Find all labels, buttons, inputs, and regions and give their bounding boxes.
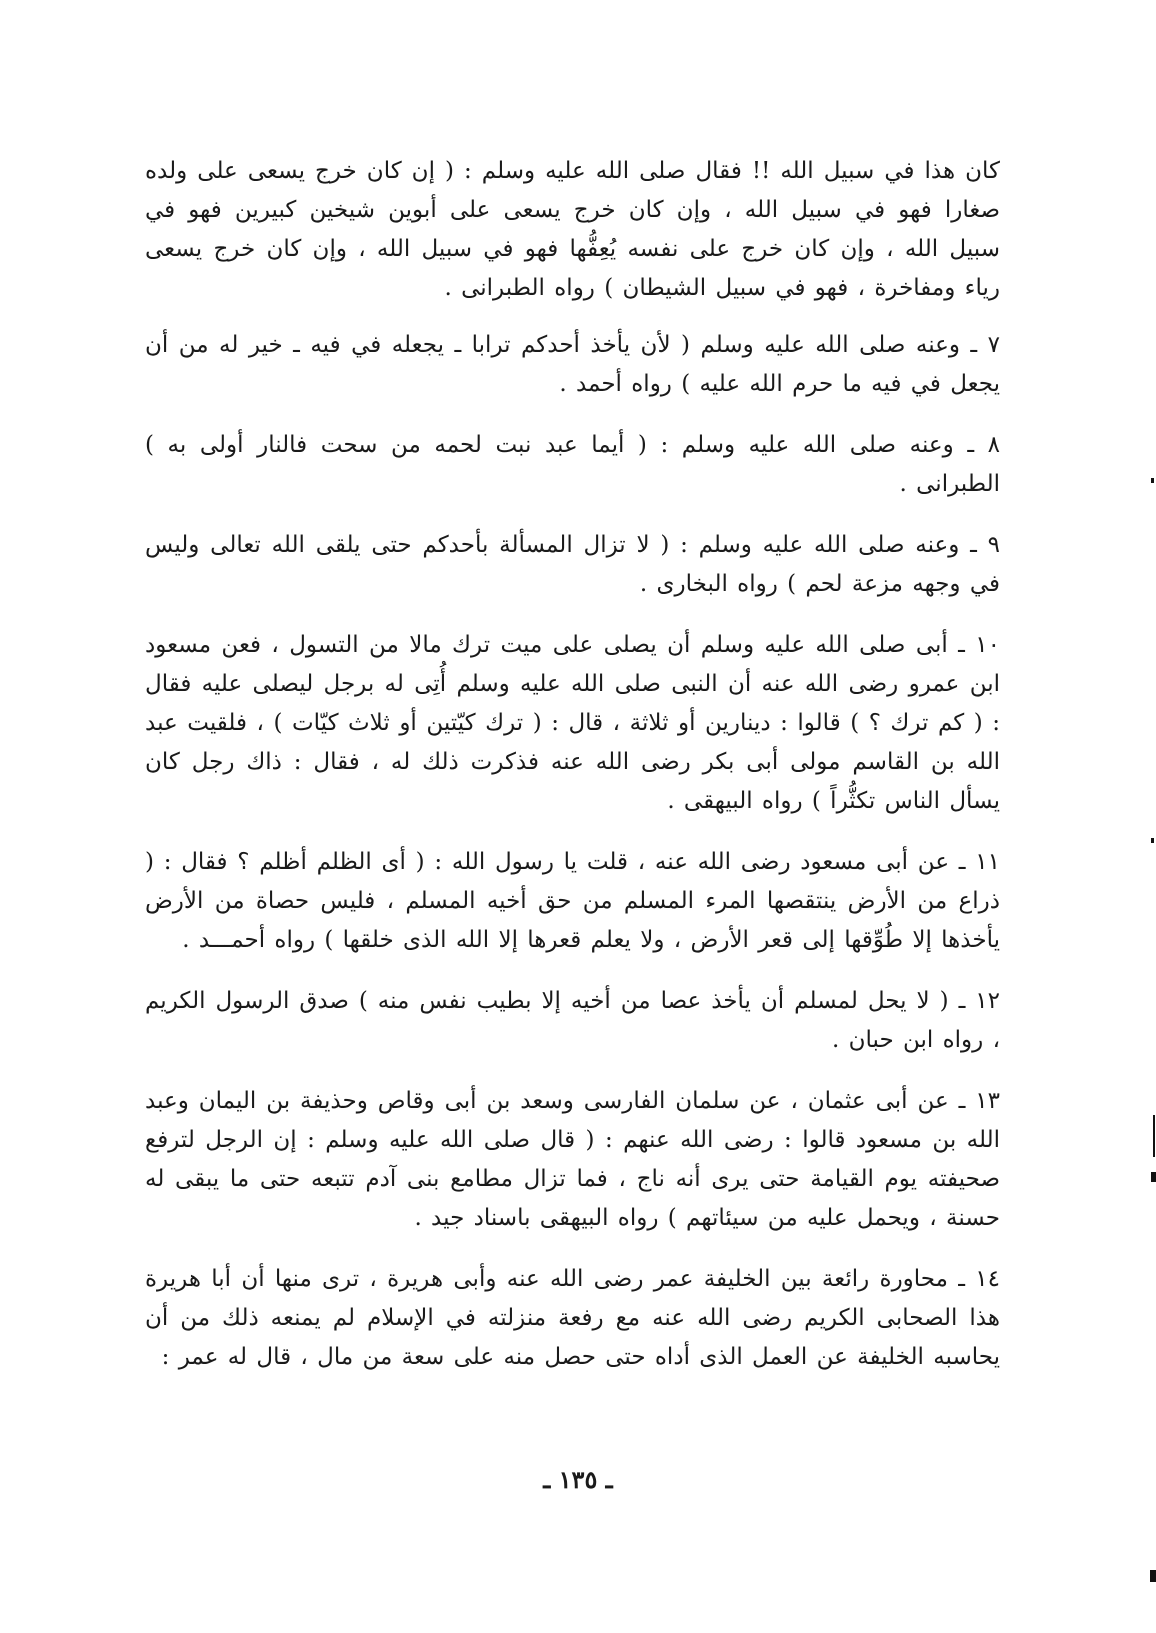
paragraph-12: ١٢ ـ ( لا يحل لمسلم أن يأخذ عصا من أخيه إلا بطيب نفس منه ) صدق الرسول الكريم ، رواه ابن حبان . (145, 988, 1000, 1053)
paragraph-8: ٨ ـ وعنه صلى الله عليه وسلم : ( أيما عبد نبت لحمه من سحت فالنار أولى به ) الطبرانى . (145, 432, 1000, 497)
scan-edge-mark (1151, 1172, 1156, 1182)
paragraph-13: ١٣ ـ عن أبى عثمان ، عن سلمان الفارسى وسعد بن أبى وقاص وحذيفة بن اليمان وعبد الله بن مسعود قالوا : رضى الله عنهم : ( قال صلى الله عليه وسلم : إن الرجل لترفع صحيفته يوم القيامة حتى يرى أنه ناج ، فما تزال مطامع بنى آدم تتبعه حتى ما يبقى له حسنة ، ويحمل عليه من سيئاتهم ) رواه البيهقى باسناد جيد . (145, 1088, 1000, 1231)
scan-edge-mark (1151, 838, 1154, 843)
paragraph-10: ١٠ ـ أبى صلى الله عليه وسلم أن يصلى على ميت ترك مالا من التسول ، فعن مسعود ابن عمرو رضى الله عنه أن النبى صلى الله عليه وسلم أُتِى له برجل ليصلى عليه فقال : ( كم ترك ؟ ) قالوا : دينارين أو ثلاثة ، قال : ( ترك كيّتين أو ثلاث كيّات ) ، فلقيت عبد الله بن القاسم مولى أبى بكر رضى الله عنه فذكرت ذلك له ، فقال : ذاك رجل كان يسأل الناس تكثُّراً ) رواه البيهقى . (145, 632, 1000, 814)
paragraph-14: ١٤ ـ محاورة رائعة بين الخليفة عمر رضى الله عنه وأبى هريرة ، ترى منها أن أبا هريرة هذا الصحابى الكريم رضى الله عنه مع رفعة منزلته في الإسلام لم يمنعه ذلك من أن يحاسبه الخليفة عن العمل الذى أداه حتى حصل منه على سعة من مال ، قال له عمر : (145, 1266, 1000, 1370)
paragraph-9: ٩ ـ وعنه صلى الله عليه وسلم : ( لا تزال المسألة بأحدكم حتى يلقى الله تعالى وليس في وجهه مزعة لحم ) رواه البخارى . (145, 532, 1001, 597)
paragraph-7: ٧ ـ وعنه صلى الله عليه وسلم ( لأن يأخذ أحدكم ترابا ـ يجعله في فيه ـ خير له من أن يجعل في فيه ما حرم الله عليه ) رواه أحمد . (145, 332, 1000, 397)
scan-edge-mark (1151, 478, 1154, 483)
body-text (145, 152, 1000, 1399)
paragraph-continuation: كان هذا في سبيل الله !! فقال صلى الله عليه وسلم : ( إن كان خرج يسعى على ولده صغارا فهو في سبيل الله ، وإن كان خرج يسعى على أبوين شيخين كبيرين فهو في سبيل الله ، وإن كان خرج على نفسه يُعِفُّها فهو في سبيل الله ، وإن كان خرج يسعى رياء ومفاخرة ، فهو في سبيل الشيطان ) رواه الطبرانى . (145, 158, 1001, 301)
paragraph-11: ١١ ـ عن أبى مسعود رضى الله عنه ، قلت يا رسول الله : ( أى الظلم أظلم ؟ فقال : ( ذراع من الأرض ينتقصها المرء المسلم من حق أخيه المسلم ، فليس حصاة من الأرض يأخذها إلا طُوِّقها إلى قعر الأرض ، ولا يعلم قعرها إلا الله الذى خلقها ) رواه أحمـــد . (145, 849, 1000, 953)
scan-edge-mark (1153, 1115, 1155, 1157)
page-number: ـ ١٣٥ ـ (543, 1465, 613, 1494)
scan-edge-mark (1150, 1570, 1156, 1582)
